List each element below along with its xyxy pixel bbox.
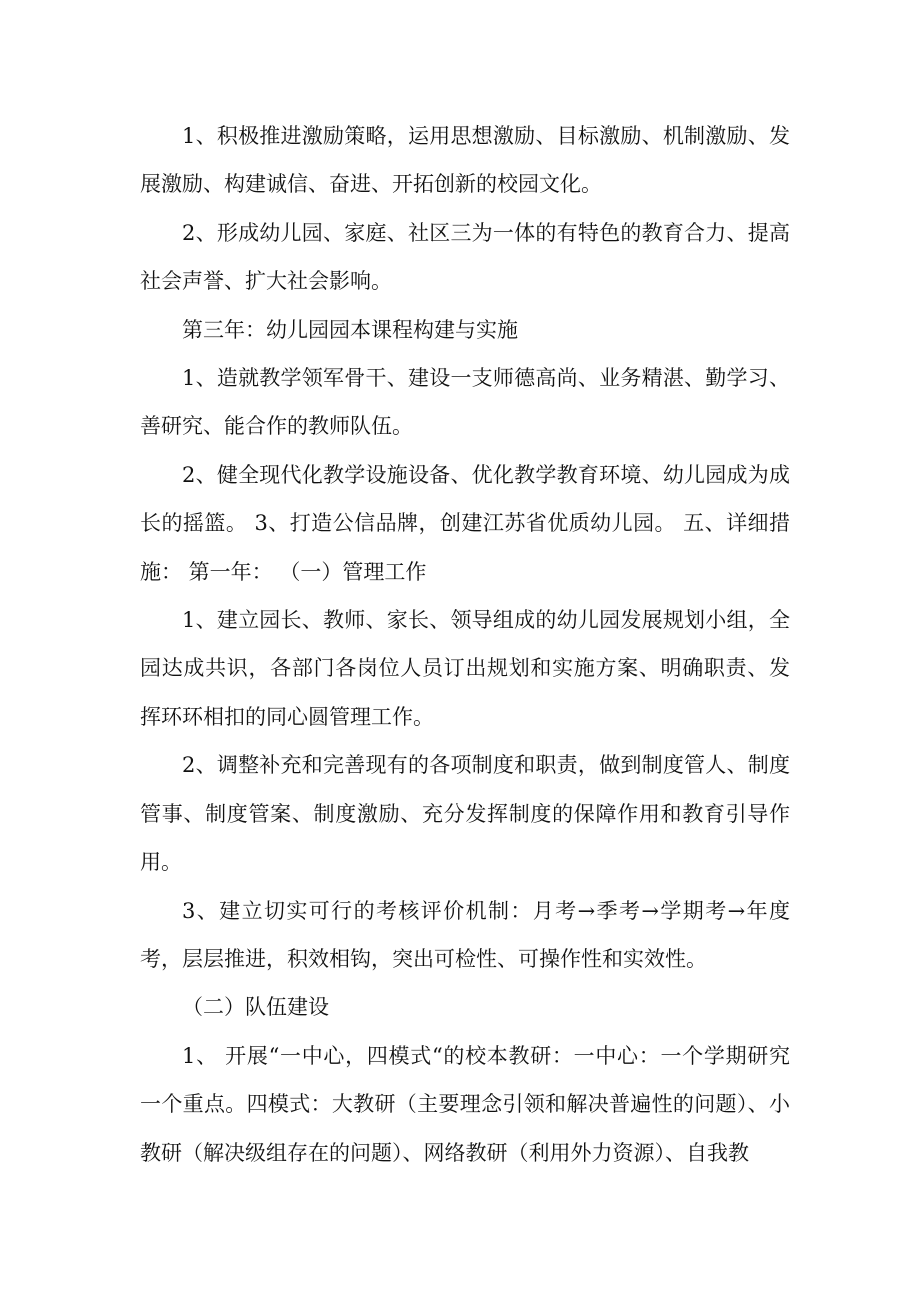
paragraph-1: 1、积极推进激励策略，运用思想激励、目标激励、机制激励、发展激励、构建诚信、奋进、开拓创新的校园文化。 — [140, 124, 790, 197]
paragraph-6: 1、建立园长、教师、家长、领导组成的幼儿园发展规划小组，全园达成共识，各部门各岗位人员订出规划和实施方案、明确职责、发挥环环相扣的同心圆管理工作。 — [140, 608, 790, 729]
paragraph-8: 3、建立切实可行的考核评价机制：月考→季考→学期考→年度考，层层推进，积效相钩，突出可检性、可操作性和实效性。 — [140, 898, 790, 971]
paragraph-3-section-heading: 第三年：幼儿园园本课程构建与实施 — [182, 317, 518, 342]
document-body — [140, 112, 790, 1177]
paragraph-5: 2、健全现代化教学设施设备、优化教学教育环境、幼儿园成为成长的摇篮。 3、打造公信品牌，创建江苏省优质幼儿园。 五、详细措施： 第一年： （一）管理工作 — [140, 462, 790, 584]
paragraph-2: 2、形成幼儿园、家庭、社区三为一体的有特色的教育合力、提高社会声誉、扩大社会影响。 — [140, 220, 790, 294]
paragraph-4: 1、造就教学领军骨干、建设一支师德高尚、业务精湛、勤学习、善研究、能合作的教师队伍。 — [140, 366, 790, 439]
paragraph-9-section-heading: （二）队伍建设 — [182, 995, 329, 1020]
paragraph-10: 1、 开展“一中心，四模式“的校本教研：一中心：一个学期研究一个重点。四模式：大教研（主要理念引领和解决普遍性的问题）、小教研（解决级组存在的问题）、网络教研（利用外力资源）、自我教 — [140, 1043, 790, 1165]
paragraph-7: 2、调整补充和完善现有的各项制度和职责，做到制度管人、制度管事、制度管案、制度激励、充分发挥制度的保障作用和教育引导作用。 — [140, 753, 790, 875]
